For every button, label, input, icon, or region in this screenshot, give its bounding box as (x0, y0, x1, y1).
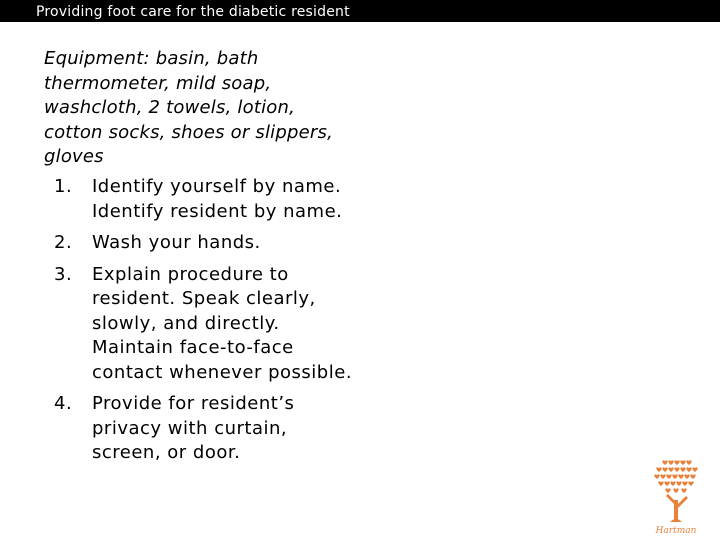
step-text: Explain procedure to resident. Speak clearly, slowly, and directly. Maintain face-to-face contact whenever possible. (92, 263, 353, 383)
step-item (54, 263, 354, 386)
heart-icon (662, 467, 667, 472)
heart-icon (680, 460, 685, 465)
title-bar (0, 0, 720, 22)
hartman-logo (648, 456, 704, 536)
procedure-steps (54, 175, 354, 473)
heart-icon (664, 481, 669, 486)
heart-icon (660, 474, 665, 479)
heart-icon (688, 481, 693, 486)
step-number: 4. (54, 393, 73, 414)
step-text: Wash your hands. (92, 232, 261, 253)
heart-icon (662, 460, 667, 465)
heart-icon (684, 474, 689, 479)
heart-icon (686, 460, 691, 465)
heart-icon (674, 460, 679, 465)
heart-icon (658, 481, 663, 486)
heart-icon (666, 474, 671, 479)
step-number: 2. (54, 232, 73, 253)
heart-tree-icon (654, 460, 697, 522)
slide-title: Providing foot care for the diabetic resident (36, 4, 350, 20)
logo-wordmark: Hartman (655, 526, 697, 536)
heart-icon (692, 467, 697, 472)
heart-icon (676, 481, 681, 486)
step-text: Provide for resident’s privacy with curtain, screen, or door. (92, 393, 295, 463)
heart-icon (668, 467, 673, 472)
heart-icon (674, 467, 679, 472)
equipment-paragraph: Equipment: basin, bath thermometer, mild soap, washcloth, 2 towels, lotion, cotton socks, shoes or slippers, gloves (44, 48, 334, 167)
heart-icon (686, 467, 691, 472)
heart-icon (665, 488, 670, 493)
step-item (54, 231, 354, 256)
step-item (54, 175, 354, 224)
heart-icon (668, 460, 673, 465)
step-number: 1. (54, 176, 73, 197)
heart-icon (690, 474, 695, 479)
step-text: Identify yourself by name. Identify resident by name. (92, 176, 343, 222)
step-number: 3. (54, 263, 73, 285)
heart-icon (678, 474, 683, 479)
heart-icon (656, 467, 661, 472)
heart-icon (681, 488, 686, 493)
heart-icon (670, 481, 675, 486)
heart-icon (654, 474, 659, 479)
heart-icon (673, 488, 678, 493)
heart-icon (682, 481, 687, 486)
heart-icon (680, 467, 685, 472)
step-item (54, 392, 354, 466)
heart-icon (672, 474, 677, 479)
